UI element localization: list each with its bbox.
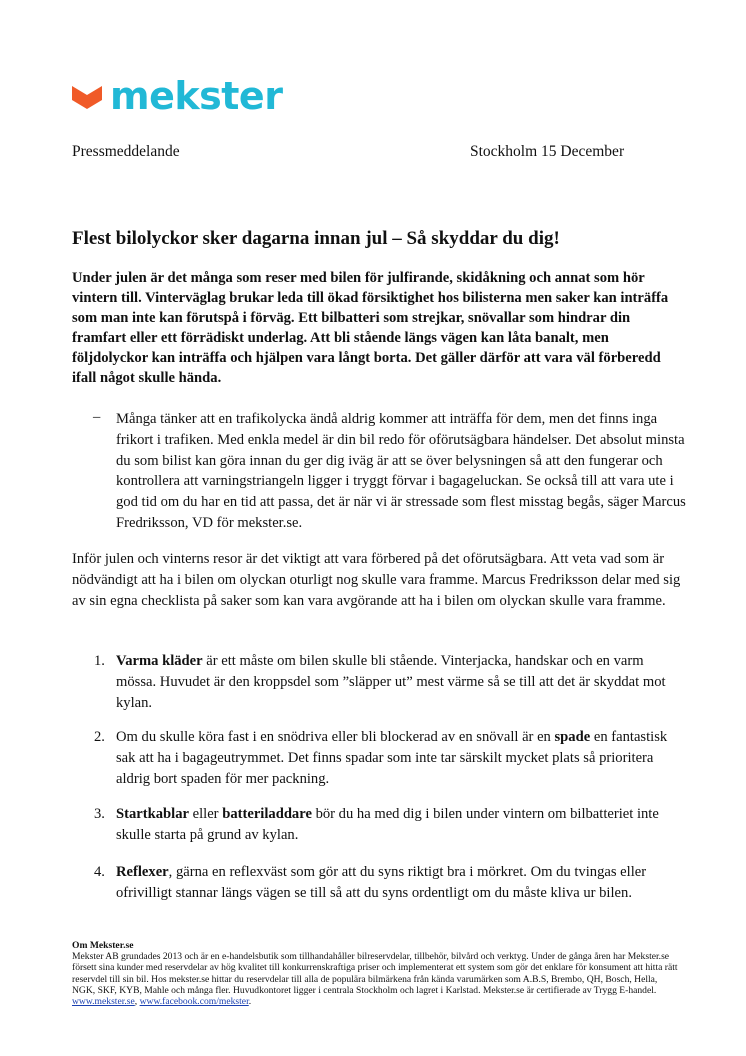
item-text: är ett måste om bilen skulle bli stående. Vinterjacka, handskar och en varm mössa. Huvudet är den kroppsdel som ”släpper ut” mest värme så se till att det är skyddat mot kylan. [116, 653, 666, 711]
page-title: Flest bilolyckor sker dagarna innan jul – Så skyddar du dig! [72, 228, 560, 249]
facebook-link[interactable]: www.facebook.com/mekster [139, 996, 249, 1008]
list-item [94, 727, 684, 789]
item-text: en fantastisk sak att ha i bagageutrymmet. Det finns spadar som inte tar särskilt mycket plats så prioritera aldrig bort spaden för mer packning. [116, 729, 668, 787]
brand-logo [70, 76, 282, 116]
location-date: Stockholm 15 December [470, 143, 625, 160]
quote-block [93, 409, 687, 534]
footer-end: . [248, 996, 252, 1008]
item-keyword: Varma kläder [116, 653, 203, 669]
brand-name: mekster [110, 74, 283, 118]
item-keyword: batteriladdare [222, 806, 312, 822]
list-item [94, 651, 684, 713]
website-link[interactable]: www.mekster.se [72, 996, 135, 1008]
intro-paragraph: Inför julen och vinterns resor är det viktigt att vara förbered på det oförutsägbara. Att veta vad som är nödvändigt att ha i bilen om olyckan oturligt nog skulle vara framme. Marcus Fredriksson delar med sig av sin egna checklista på saker som kan vara avgörande att ha i bilen om olyckan skulle vara framme. [72, 551, 681, 609]
item-keyword: Startkablar [116, 806, 189, 822]
item-text: eller [188, 806, 223, 822]
doc-type: Pressmeddelande [72, 143, 180, 160]
footer-text: Mekster AB grundades 2013 och är en e-handelsbutik som tillhandahåller bilreservdelar, tillbehör, bilvård och verktyg. Under de gånga åren har Mekster.se försett sina kunder med reservdelar av hög kvalitet till konkurrenskraftiga priser och implementerat ett system som gör det enklare för konsument att hitta rätt reservdel till sin bil. Hos mekster.se hittar du reservdelar till alla de populära bilmärkena från kända varumärken som A.B.S, Brembo, QH, Bosch, Hella, NGK, SKF, KYB, Mahle och många fler. Huvudkontoret ligger i centrala Stockholm och lagret i Karlstad. Mekster.se är certifierade av Trygg E-handel. [72, 951, 678, 996]
item-text: Om du skulle köra fast i en snödriva eller bli blockerad av en snövall är en [116, 729, 555, 745]
item-keyword: Reflexer [116, 864, 169, 880]
item-text: bör du ha med dig i bilen under vintern om bilbatteriet inte skulle starta på grund av kylan. [116, 806, 659, 843]
quote-dash: – [93, 409, 101, 425]
lead-paragraph: Under julen är det många som reser med bilen för julfirande, skidåkning och annat som hör vintern till. Vinterväglag brukar leda till ökad försiktighet hos bilisterna men saker kan inträffa som man inte kan förutspå i förväg. Ett bilbatteri som strejkar, snövallar som hindrar din framfart eller ett förrädiskt underlag. Att bli stående längs vägen kan låta banalt, men följdolyckor kan inträffa och hjälpen vara långt borta. Det gäller därför att vara väl förberedd ifall något skulle hända. [72, 270, 669, 386]
item-keyword: spade [554, 729, 591, 745]
mekster-logo-icon [70, 82, 104, 110]
list-number: 1. [94, 653, 105, 669]
list-number: 2. [94, 729, 105, 745]
list-item [94, 804, 684, 846]
list-number: 4. [94, 864, 105, 880]
footer-separator: , [134, 996, 140, 1008]
footer-about [72, 940, 682, 1007]
list-item [94, 862, 684, 904]
quote-text: Många tänker att en trafikolycka ändå aldrig kommer att inträffa för dem, men det finns inga frikort i trafiken. Med enkla medel är din bil redo för oförutsägbara händelser. Det absolut minsta du som bilist kan göra innan du ger dig iväg är att se över belysningen så att den fungerar och kontrollera att varningstriangeln ligger i tryggt förvar i bagageluckan. Se också till att vara ute i god tid om du har en tid att passa, det är när vi är stressade som flest misstag begås, säger Marcus Fredriksson, VD för mekster.se. [116, 411, 686, 531]
footer-heading: Om Mekster.se [72, 940, 134, 951]
item-text: , gärna en reflexväst som gör att du syns riktigt bra i mörkret. Om du tvingas eller ofrivilligt stannar längs vägen se till så att du syns ordentligt om du måste kliva ur bilen. [116, 864, 647, 901]
list-number: 3. [94, 806, 105, 822]
